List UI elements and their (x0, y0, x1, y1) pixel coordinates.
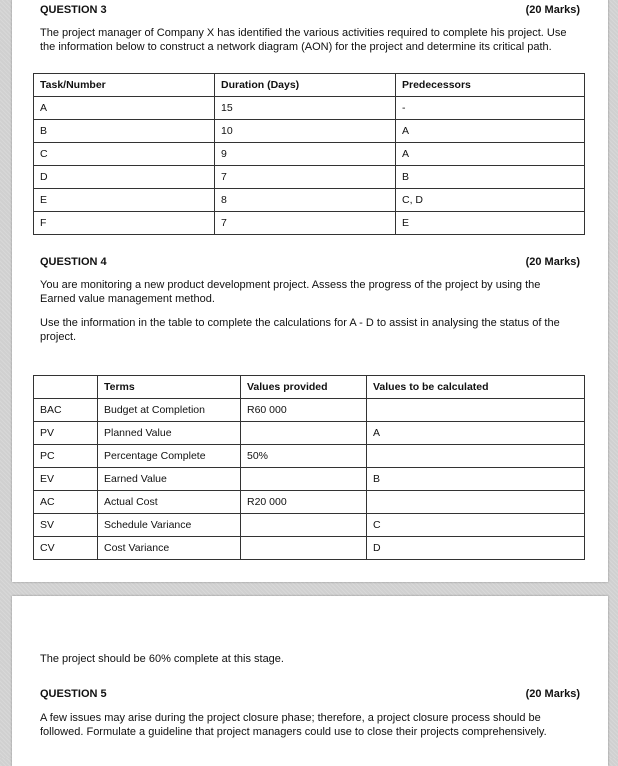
provided-cell (241, 537, 367, 560)
task-table (33, 73, 585, 235)
provided-cell: 50% (241, 445, 367, 468)
table-row (34, 491, 585, 514)
abbrev-cell: CV (34, 537, 98, 560)
question-4-p1-line-1: You are monitoring a new product development project. Assess the progress of the project by using the (40, 279, 541, 291)
ev-header-abbrev (34, 376, 98, 399)
abbrev-cell: PC (34, 445, 98, 468)
abbrev-cell: BAC (34, 399, 98, 422)
abbrev-cell: EV (34, 468, 98, 491)
term-cell: Earned Value (98, 468, 241, 491)
question-4-p1-line-2: Earned value management method. (40, 293, 215, 305)
question-4-p2-line-1: Use the information in the table to complete the calculations for A - D to assist in analysing the status of the (40, 317, 560, 329)
table-row (34, 189, 585, 212)
abbrev-cell: AC (34, 491, 98, 514)
provided-cell (241, 468, 367, 491)
calculated-cell: B (367, 468, 585, 491)
task-cell: C (34, 143, 215, 166)
ev-header-values-provided: Values provided (241, 376, 367, 399)
task-cell: F (34, 212, 215, 235)
predecessor-cell: C, D (396, 189, 585, 212)
calculated-cell: D (367, 537, 585, 560)
duration-cell: 8 (215, 189, 396, 212)
provided-cell (241, 514, 367, 537)
predecessor-cell: - (396, 97, 585, 120)
table-row (34, 97, 585, 120)
term-cell: Percentage Complete (98, 445, 241, 468)
earned-value-table (33, 375, 585, 560)
question-3-text (40, 26, 600, 54)
question-3-marks: (20 Marks) (525, 4, 580, 16)
question-3-text-line-2: the information below to construct a network diagram (AON) for the project and determine its critical path. (40, 41, 552, 53)
task-cell: D (34, 166, 215, 189)
question-5-text (40, 711, 600, 739)
predecessor-cell: E (396, 212, 585, 235)
question-5-title: QUESTION 5 (40, 688, 107, 700)
table-row (34, 422, 585, 445)
predecessor-cell: A (396, 143, 585, 166)
table-row (34, 514, 585, 537)
document-page-2 (12, 596, 608, 766)
question-4-paragraph-2 (40, 316, 600, 344)
provided-cell: R60 000 (241, 399, 367, 422)
question-4-p2-line-2: project. (40, 331, 77, 343)
table-row (34, 445, 585, 468)
question-4-title: QUESTION 4 (40, 256, 107, 268)
ev-table-header-row (34, 376, 585, 399)
duration-cell: 7 (215, 166, 396, 189)
duration-cell: 9 (215, 143, 396, 166)
abbrev-cell: SV (34, 514, 98, 537)
table-row (34, 537, 585, 560)
term-cell: Cost Variance (98, 537, 241, 560)
term-cell: Planned Value (98, 422, 241, 445)
task-cell: E (34, 189, 215, 212)
question-5-marks: (20 Marks) (525, 688, 580, 700)
predecessor-cell: A (396, 120, 585, 143)
task-header-duration: Duration (Days) (215, 74, 396, 97)
document-page-1 (12, 0, 608, 582)
term-cell: Budget at Completion (98, 399, 241, 422)
ev-header-terms: Terms (98, 376, 241, 399)
question-4-paragraph-1 (40, 278, 600, 306)
duration-cell: 7 (215, 212, 396, 235)
table-row (34, 143, 585, 166)
table-row (34, 468, 585, 491)
question-4-note: The project should be 60% complete at this stage. (40, 653, 284, 665)
predecessor-cell: B (396, 166, 585, 189)
task-header-task: Task/Number (34, 74, 215, 97)
provided-cell (241, 422, 367, 445)
term-cell: Schedule Variance (98, 514, 241, 537)
abbrev-cell: PV (34, 422, 98, 445)
table-row (34, 399, 585, 422)
question-5-text-line-2: followed. Formulate a guideline that project managers could use to close their projects comprehensively. (40, 726, 547, 738)
question-5-text-line-1: A few issues may arise during the project closure phase; therefore, a project closure process should be (40, 712, 541, 724)
calculated-cell: A (367, 422, 585, 445)
calculated-cell (367, 399, 585, 422)
duration-cell: 10 (215, 120, 396, 143)
ev-header-values-calculated: Values to be calculated (367, 376, 585, 399)
duration-cell: 15 (215, 97, 396, 120)
task-cell: B (34, 120, 215, 143)
table-row (34, 120, 585, 143)
question-4-marks: (20 Marks) (525, 256, 580, 268)
calculated-cell (367, 445, 585, 468)
task-table-header-row (34, 74, 585, 97)
term-cell: Actual Cost (98, 491, 241, 514)
provided-cell: R20 000 (241, 491, 367, 514)
question-3-text-line-1: The project manager of Company X has identified the various activities required to complete his project. Use (40, 27, 567, 39)
question-3-title: QUESTION 3 (40, 4, 107, 16)
task-cell: A (34, 97, 215, 120)
calculated-cell: C (367, 514, 585, 537)
table-row (34, 166, 585, 189)
calculated-cell (367, 491, 585, 514)
table-row (34, 212, 585, 235)
task-header-predecessors: Predecessors (396, 74, 585, 97)
